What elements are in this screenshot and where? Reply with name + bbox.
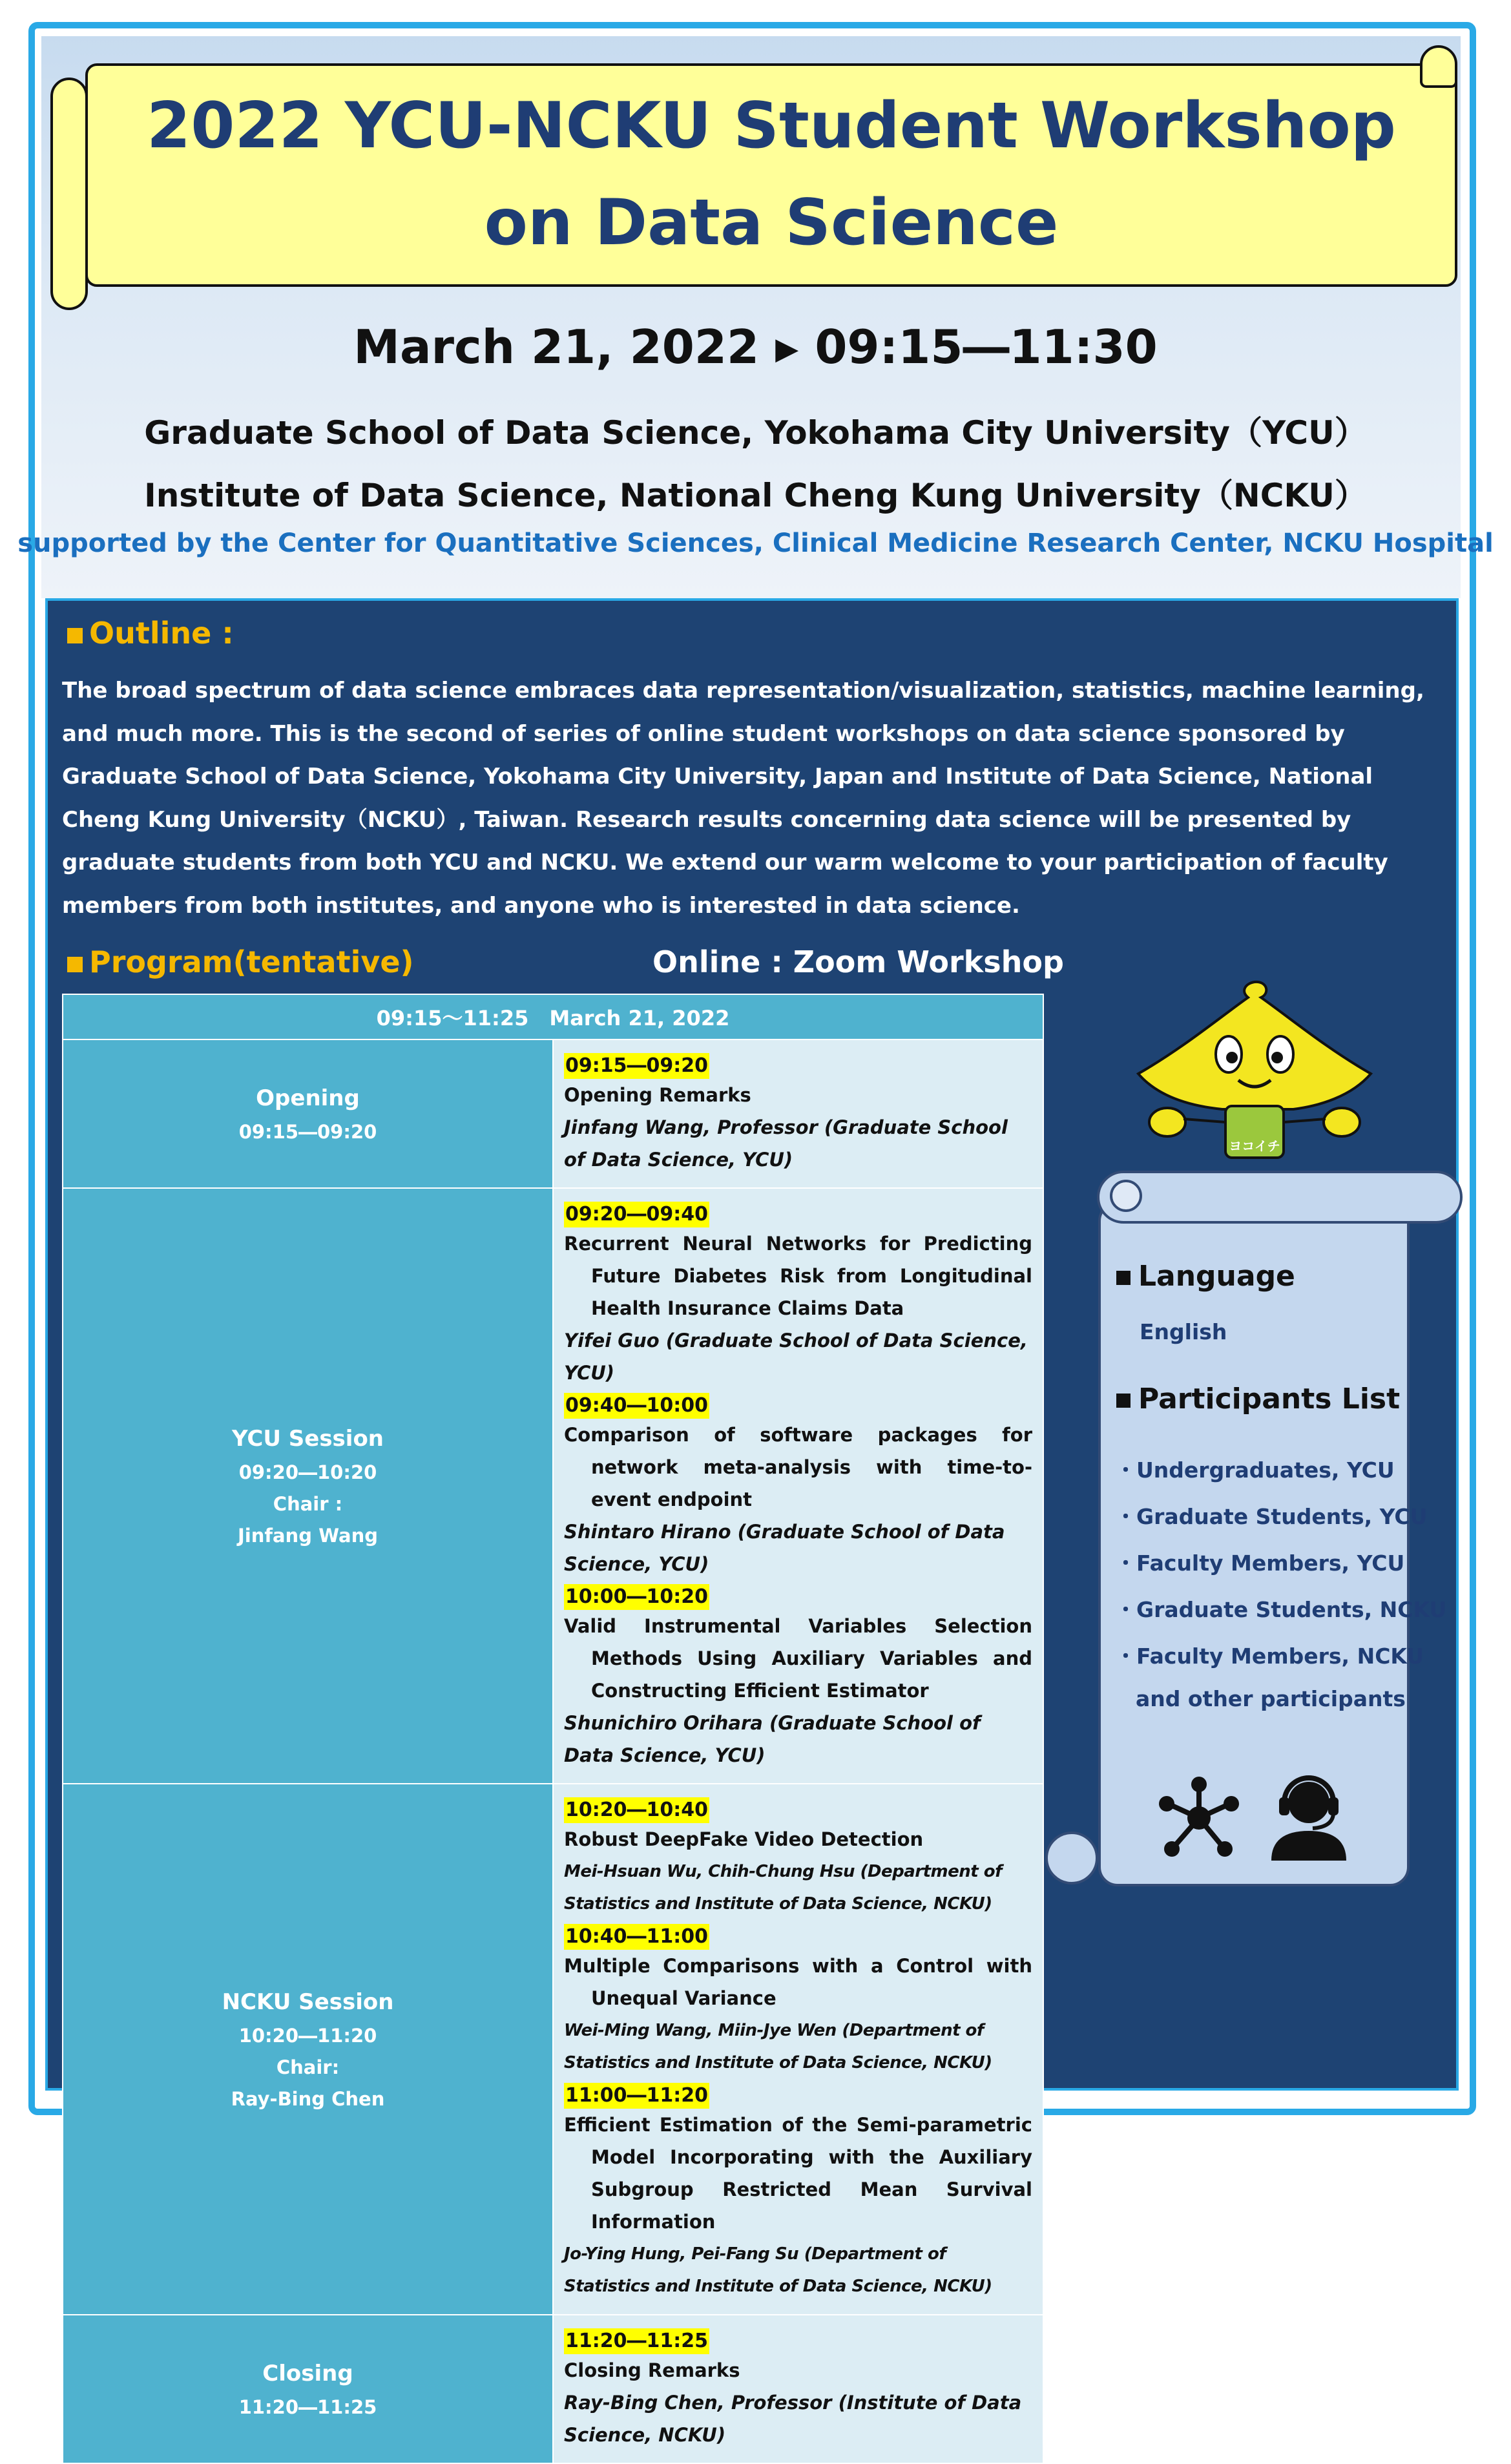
session-name: Closing <box>262 2360 353 2386</box>
program-table-header: 09:15～11:25 March 21, 2022 <box>63 994 1043 1039</box>
talk-speaker: Jo-Ying Hung, Pei-Fang Su (Department of Statistics and Institute of Data Science, NCKU) <box>564 2244 992 2296</box>
talk-speaker: Wei-Ming Wang, Miin-Jye Wen (Department of Statistics and Institute of Data Science, NCKU) <box>564 2021 992 2072</box>
session-row-ycu <box>63 1188 1043 1784</box>
talk-title: Efficient Estimation of the Semi-parametric Model Incorporating with the Auxiliary Subgroup Restricted Mean Survival Information <box>564 2114 1032 2233</box>
scroll-curl-top <box>1110 1180 1142 1212</box>
page-title <box>85 78 1457 271</box>
talk-title: Robust DeepFake Video Detection <box>564 1828 924 1850</box>
session-time: 09:20―10:20 <box>238 1461 377 1483</box>
talk-time: 09:40―10:00 <box>564 1393 709 1419</box>
event-date: March 21, 2022 ▸ 09:15―11:30 <box>353 320 1158 374</box>
session-label-cell <box>63 1188 553 1784</box>
session-time: 10:20―11:20 <box>238 2024 377 2047</box>
talk-title: Comparison of software packages for network meta-analysis with time-to-event endpoint <box>564 1424 1032 1510</box>
bullet-square-icon <box>1116 1271 1131 1285</box>
outline-heading-label: Outline : <box>89 616 234 651</box>
session-talks-cell <box>553 2315 1043 2463</box>
program-heading-label: Program(tentative) <box>89 945 414 979</box>
session-time: 09:15―09:20 <box>238 1120 377 1143</box>
info-scroll-top <box>1097 1171 1463 1224</box>
session-label-cell <box>63 1784 553 2315</box>
info-scroll <box>1098 1202 1410 1886</box>
talk-title: Recurrent Neural Networks for Predicting Future Diabetes Risk from Longitudinal Health Insurance Claims Data <box>564 1233 1032 1319</box>
scroll-curl-bottom <box>1045 1832 1098 1885</box>
talk-speaker: Ray-Bing Chen, Professor (Institute of Data Science, NCKU) <box>564 2392 1022 2446</box>
talk-title: Valid Instrumental Variables Selection Methods Using Auxiliary Variables and Constructing Efficient Estimator <box>564 1615 1032 1702</box>
talk-time: 10:40―11:00 <box>564 1924 709 1950</box>
organizer-ycu: Graduate School of Data Science, Yokohama City University（YCU） <box>144 414 1367 452</box>
talk-speaker: Shintaro Hirano (Graduate School of Data Science, YCU) <box>564 1521 1005 1575</box>
session-chair-label: Chair: <box>276 2056 340 2078</box>
title-line-2: on Data Science <box>484 186 1059 260</box>
talk-time: 10:20―10:40 <box>564 1797 709 1823</box>
talk-time: 11:00―11:20 <box>564 2083 709 2109</box>
talk-title: Multiple Comparisons with a Control with Unequal Variance <box>564 1955 1032 2009</box>
talk-time: 09:15―09:20 <box>564 1053 709 1079</box>
session-chair: Jinfang Wang <box>238 1524 378 1547</box>
talk-title: Opening Remarks <box>564 1084 751 1106</box>
session-name: Opening <box>256 1085 360 1111</box>
outline-heading <box>67 616 234 651</box>
program-heading <box>67 945 414 979</box>
session-row-ncku <box>63 1784 1043 2315</box>
network-icon <box>1156 1775 1242 1861</box>
banner-scroll-curl-left <box>50 78 88 310</box>
talk-speaker: Shunichiro Orihara (Graduate School of Data Science, YCU) <box>564 1712 981 1766</box>
session-talks-cell <box>553 1784 1043 2315</box>
session-talks-cell <box>553 1039 1043 1188</box>
talk-speaker: Jinfang Wang, Professor (Graduate School of Data Science, YCU) <box>564 1116 1008 1171</box>
organizer-ncku: Institute of Data Science, National Cheng Kung University（NCKU） <box>144 477 1367 514</box>
bullet-square-icon <box>67 628 83 643</box>
talk-time: 11:20―11:25 <box>564 2328 709 2354</box>
participant-item: ・Undergraduates, YCU <box>1115 1457 1395 1483</box>
session-time: 11:20―11:25 <box>238 2396 377 2418</box>
talk-speaker: Mei-Hsuan Wu, Chih-Chung Hsu (Department of Statistics and Institute of Data Science, NCKU) <box>564 1862 1002 1914</box>
session-name: YCU Session <box>231 1425 384 1452</box>
session-talks-cell <box>553 1188 1043 1784</box>
program-table <box>62 994 1044 2464</box>
session-chair: Ray-Bing Chen <box>231 2087 385 2110</box>
outline-paragraph: The broad spectrum of data science embraces data representation/visualization, statistics, machine learning, and much more. This is the second of series of online student workshops on data science sponsored by Graduate School of Data Science, Yokohama City University, Japan and Institute of Data Science, National Cheng Kung University（NCKU）, Taiwan. Research results concerning data science will be presented by graduate students from both YCU and NCKU. We extend our warm welcome to your participation of faculty members from both institutes, and anyone who is interested in data science. <box>62 678 1424 919</box>
session-name: NCKU Session <box>222 1989 394 2015</box>
session-label-cell <box>63 1039 553 1188</box>
participant-item: ・Graduate Students, NCKU <box>1115 1597 1447 1622</box>
bullet-square-icon <box>67 957 83 972</box>
session-row-closing <box>63 2315 1043 2463</box>
title-line-1: 2022 YCU-NCKU Student Workshop <box>147 89 1396 163</box>
talk-time: 10:00―10:20 <box>564 1584 709 1610</box>
mascot-label: ヨコイチ <box>1229 1138 1280 1154</box>
talk-speaker: Yifei Guo (Graduate School of Data Science, YCU) <box>564 1330 1028 1384</box>
participant-item: ・Graduate Students, YCU <box>1115 1504 1428 1529</box>
participants-heading-label: Participants List <box>1138 1383 1401 1415</box>
participant-item: ・Faculty Members, YCU <box>1115 1550 1405 1576</box>
talk-time: 09:20―09:40 <box>564 1202 709 1227</box>
language-heading <box>1116 1260 1295 1293</box>
headset-user-icon <box>1267 1771 1350 1861</box>
session-chair-label: Chair : <box>273 1492 343 1515</box>
participants-heading <box>1116 1383 1400 1415</box>
session-label-cell <box>63 2315 553 2463</box>
language-heading-label: Language <box>1138 1260 1295 1293</box>
online-label: Online : Zoom Workshop <box>652 945 1064 979</box>
bullet-square-icon <box>1116 1394 1131 1408</box>
session-row-opening <box>63 1039 1043 1188</box>
participant-item: ・Faculty Members, NCKU <box>1115 1644 1424 1669</box>
talk-title: Closing Remarks <box>564 2359 740 2381</box>
language-value: English <box>1140 1319 1227 1344</box>
support-line: supported by the Center for Quantitative Sciences, Clinical Medicine Research Center, NCKU Hospital <box>17 528 1494 558</box>
participant-item: and other participants <box>1136 1686 1406 1711</box>
